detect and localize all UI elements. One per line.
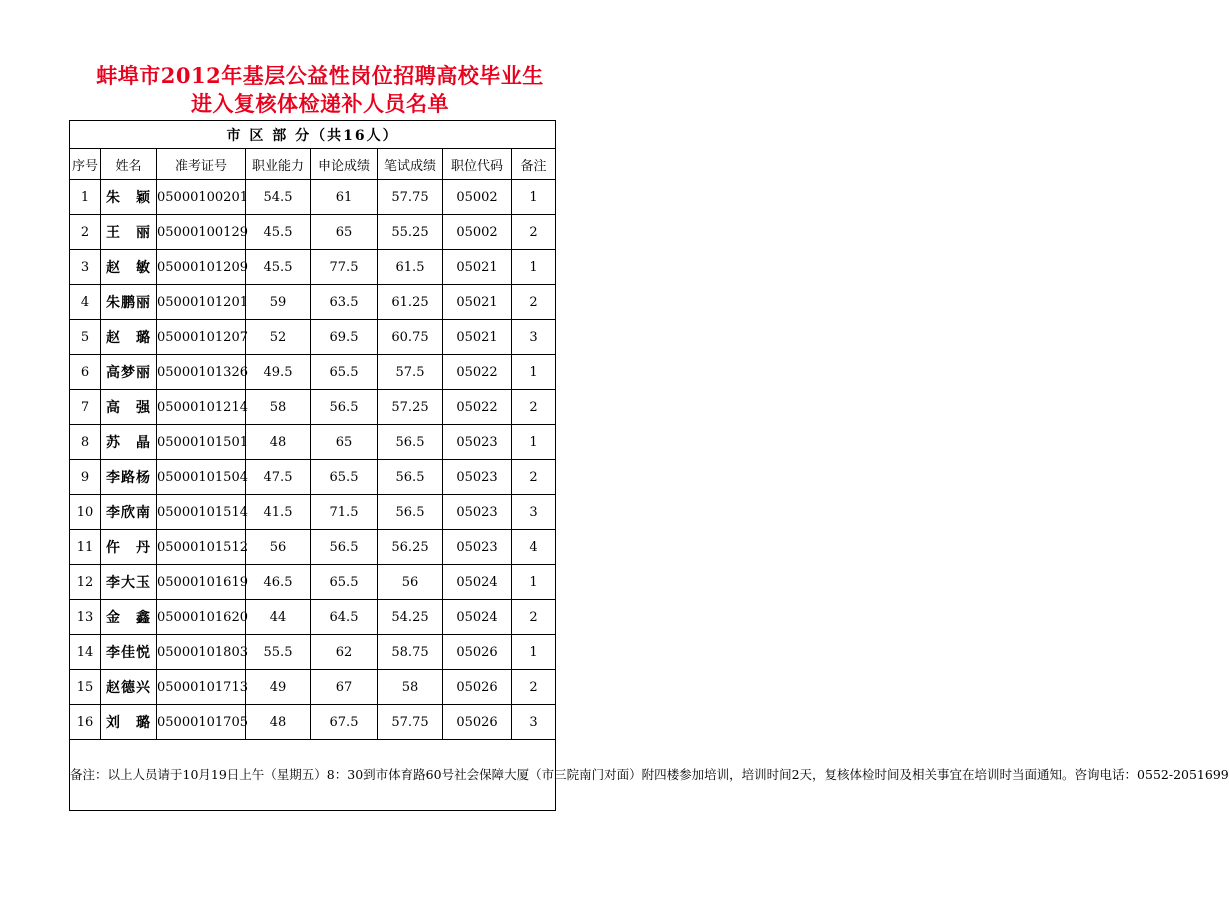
seq-cell: 5 [70,320,101,355]
roster-table [69,120,1229,811]
essay-cell: 77.5 [311,250,378,285]
written-cell: 58.75 [378,635,443,670]
aptitude-cell: 41.5 [246,495,311,530]
ticket-no-cell: 05000101501 [157,425,246,460]
note-row [70,740,556,811]
aptitude-cell: 48 [246,705,311,740]
seq-cell: 8 [70,425,101,460]
ticket-no-cell: 05000101619 [157,565,246,600]
ticket-no-cell: 05000101201 [157,285,246,320]
seq-cell: 2 [70,215,101,250]
position-code-cell: 05002 [443,180,512,215]
ticket-no-cell: 05000101207 [157,320,246,355]
table-row [70,460,556,495]
section-title: 市 区 部 分（共16人） [70,121,556,149]
name-cell: 李欣南 [101,495,157,530]
aptitude-cell: 46.5 [246,565,311,600]
remark-cell: 3 [512,320,556,355]
name-cell: 朱鹏丽 [101,285,157,320]
written-cell: 58 [378,670,443,705]
table-row [70,180,556,215]
column-header-ticket-no: 准考证号 [157,149,246,180]
position-code-cell: 05023 [443,460,512,495]
table-row [70,705,556,740]
seq-cell: 4 [70,285,101,320]
name-cell: 苏 晶 [101,425,157,460]
ticket-no-cell: 05000101705 [157,705,246,740]
column-header-position-code: 职位代码 [443,149,512,180]
aptitude-cell: 59 [246,285,311,320]
position-code-cell: 05002 [443,215,512,250]
written-cell: 57.75 [378,180,443,215]
table-row [70,355,556,390]
name-cell: 仵 丹 [101,530,157,565]
remark-cell: 2 [512,215,556,250]
written-cell: 61.25 [378,285,443,320]
remark-cell: 3 [512,705,556,740]
position-code-cell: 05021 [443,250,512,285]
seq-cell: 14 [70,635,101,670]
written-cell: 57.25 [378,390,443,425]
position-code-cell: 05022 [443,390,512,425]
remark-cell: 4 [512,530,556,565]
name-cell: 赵 璐 [101,320,157,355]
position-code-cell: 05021 [443,285,512,320]
position-code-cell: 05021 [443,320,512,355]
ticket-no-cell: 05000101620 [157,600,246,635]
name-cell: 刘 璐 [101,705,157,740]
essay-cell: 56.5 [311,390,378,425]
name-cell: 李佳悦 [101,635,157,670]
table-row [70,565,556,600]
essay-cell: 67 [311,670,378,705]
table-row [70,215,556,250]
position-code-cell: 05023 [443,495,512,530]
written-cell: 61.5 [378,250,443,285]
ticket-no-cell: 05000101209 [157,250,246,285]
aptitude-cell: 56 [246,530,311,565]
essay-cell: 71.5 [311,495,378,530]
ticket-no-cell: 05000101326 [157,355,246,390]
essay-cell: 61 [311,180,378,215]
table-row [70,635,556,670]
seq-cell: 9 [70,460,101,495]
essay-cell: 65.5 [311,460,378,495]
aptitude-cell: 55.5 [246,635,311,670]
written-cell: 56.5 [378,425,443,460]
essay-cell: 69.5 [311,320,378,355]
column-header-remark: 备注 [512,149,556,180]
ticket-no-cell: 05000101512 [157,530,246,565]
name-cell: 高 强 [101,390,157,425]
remark-cell: 2 [512,670,556,705]
ticket-no-cell: 05000101504 [157,460,246,495]
seq-cell: 11 [70,530,101,565]
position-code-cell: 05024 [443,600,512,635]
essay-cell: 56.5 [311,530,378,565]
column-header-aptitude: 职业能力 [246,149,311,180]
column-header-essay: 申论成绩 [311,149,378,180]
remark-cell: 2 [512,285,556,320]
position-code-cell: 05023 [443,530,512,565]
essay-cell: 65.5 [311,565,378,600]
remark-cell: 1 [512,355,556,390]
essay-cell: 63.5 [311,285,378,320]
aptitude-cell: 45.5 [246,215,311,250]
aptitude-cell: 44 [246,600,311,635]
name-cell: 高梦丽 [101,355,157,390]
footnote-text: 备注：以上人员请于10月19日上午（星期五）8：30到市体育路60号社会保障大厦（市三院南门对面）附四楼参加培训，培训时间2天，复核体检时间及相关事宜在培训时当面通知。咨询电话：0552-2051699 [70,740,556,811]
seq-cell: 16 [70,705,101,740]
aptitude-cell: 49.5 [246,355,311,390]
remark-cell: 1 [512,250,556,285]
written-cell: 56.25 [378,530,443,565]
aptitude-cell: 58 [246,390,311,425]
seq-cell: 1 [70,180,101,215]
ticket-no-cell: 05000101803 [157,635,246,670]
seq-cell: 12 [70,565,101,600]
position-code-cell: 05022 [443,355,512,390]
written-cell: 57.5 [378,355,443,390]
seq-cell: 6 [70,355,101,390]
remark-cell: 1 [512,425,556,460]
table-row [70,320,556,355]
written-cell: 55.25 [378,215,443,250]
remark-cell: 2 [512,390,556,425]
name-cell: 李路杨 [101,460,157,495]
position-code-cell: 05026 [443,635,512,670]
remark-cell: 1 [512,635,556,670]
name-cell: 赵德兴 [101,670,157,705]
column-header-row [70,149,556,180]
aptitude-cell: 52 [246,320,311,355]
column-header-seq: 序号 [70,149,101,180]
table-row [70,600,556,635]
remark-cell: 1 [512,565,556,600]
name-cell: 金 鑫 [101,600,157,635]
document-title-line-2: 进入复核体检递补人员名单 [191,91,449,116]
column-header-written: 笔试成绩 [378,149,443,180]
position-code-cell: 05026 [443,705,512,740]
section-header-row [70,121,556,149]
essay-cell: 64.5 [311,600,378,635]
column-header-name: 姓名 [101,149,157,180]
table-row [70,670,556,705]
essay-cell: 67.5 [311,705,378,740]
table-row [70,285,556,320]
document-title-line-1: 蚌埠市2012年基层公益性岗位招聘高校毕业生 [96,63,544,88]
table-row [70,390,556,425]
essay-cell: 65 [311,215,378,250]
aptitude-cell: 47.5 [246,460,311,495]
remark-cell: 2 [512,600,556,635]
ticket-no-cell: 05000100201 [157,180,246,215]
aptitude-cell: 54.5 [246,180,311,215]
seq-cell: 10 [70,495,101,530]
seq-cell: 7 [70,390,101,425]
table-row [70,425,556,460]
seq-cell: 3 [70,250,101,285]
seq-cell: 13 [70,600,101,635]
ticket-no-cell: 05000100129 [157,215,246,250]
name-cell: 王 丽 [101,215,157,250]
position-code-cell: 05023 [443,425,512,460]
ticket-no-cell: 05000101713 [157,670,246,705]
table-row [70,530,556,565]
remark-cell: 1 [512,180,556,215]
name-cell: 朱 颖 [101,180,157,215]
name-cell: 李大玉 [101,565,157,600]
remark-cell: 2 [512,460,556,495]
remark-cell: 3 [512,495,556,530]
written-cell: 56.5 [378,460,443,495]
aptitude-cell: 48 [246,425,311,460]
seq-cell: 15 [70,670,101,705]
essay-cell: 65.5 [311,355,378,390]
aptitude-cell: 45.5 [246,250,311,285]
essay-cell: 62 [311,635,378,670]
ticket-no-cell: 05000101514 [157,495,246,530]
written-cell: 56.5 [378,495,443,530]
written-cell: 60.75 [378,320,443,355]
table-row [70,250,556,285]
written-cell: 57.75 [378,705,443,740]
essay-cell: 65 [311,425,378,460]
table-row [70,495,556,530]
aptitude-cell: 49 [246,670,311,705]
ticket-no-cell: 05000101214 [157,390,246,425]
written-cell: 54.25 [378,600,443,635]
written-cell: 56 [378,565,443,600]
position-code-cell: 05026 [443,670,512,705]
name-cell: 赵 敏 [101,250,157,285]
position-code-cell: 05024 [443,565,512,600]
